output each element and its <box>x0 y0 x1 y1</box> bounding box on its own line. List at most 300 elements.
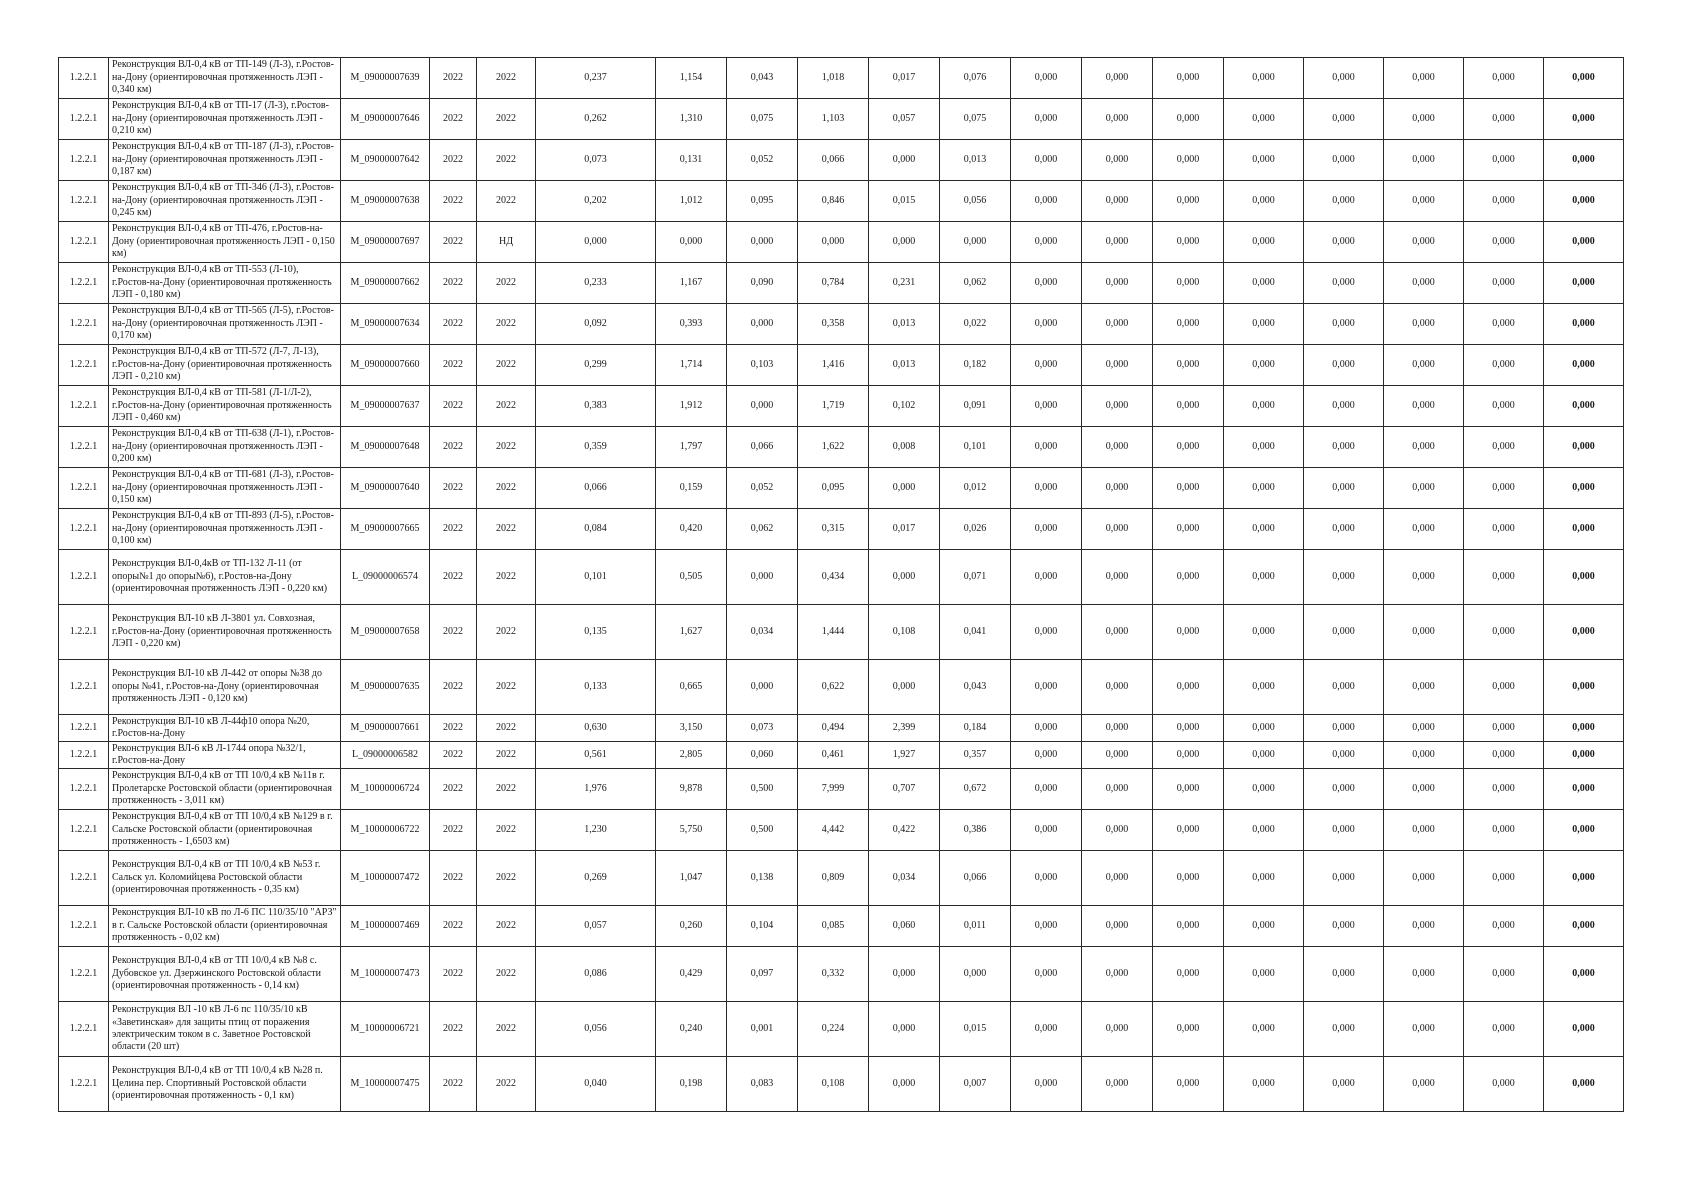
value-cell: 0,000 <box>1011 769 1082 810</box>
value-cell: 0,000 <box>1304 99 1384 140</box>
value-cell: 0,000 <box>1384 386 1464 427</box>
value-cell: 0,000 <box>1304 468 1384 509</box>
value-cell: 0,630 <box>536 715 656 742</box>
value-cell: 0,000 <box>1224 810 1304 851</box>
value-cell: 0,000 <box>1304 263 1384 304</box>
value-cell: 0,133 <box>536 660 656 715</box>
value-cell: 0,000 <box>1304 386 1384 427</box>
value-cell: 0,102 <box>869 386 940 427</box>
value-cell: 0,000 <box>1153 468 1224 509</box>
value-cell: 0,015 <box>940 1002 1011 1057</box>
value-cell: 0,022 <box>940 304 1011 345</box>
project-name-cell: Реконструкция ВЛ-0,4 кВ от ТП-681 (Л-3), г.Ростов-на-Дону (ориентировочная протяженность ЛЭП - 0,150 км) <box>109 468 341 509</box>
value-cell: 0,000 <box>1464 550 1544 605</box>
value-cell: 0,000 <box>1082 304 1153 345</box>
value-cell: 0,000 <box>1011 906 1082 947</box>
value-cell: 0,000 <box>1464 468 1544 509</box>
start-year-cell: 2022 <box>430 1057 477 1112</box>
project-name-cell: Реконструкция ВЛ-10 кВ Л-3801 ул. Совхозная, г.Ростов-на-Дону (ориентировочная протяженность ЛЭП - 0,220 км) <box>109 605 341 660</box>
value-cell: 0,000 <box>1384 427 1464 468</box>
value-cell: 1,927 <box>869 742 940 769</box>
value-cell: 0,000 <box>1224 660 1304 715</box>
value-cell: 0,000 <box>1224 1057 1304 1112</box>
row-number-cell: 1.2.2.1 <box>59 181 109 222</box>
start-year-cell: 2022 <box>430 810 477 851</box>
value-cell: 0,000 <box>1153 906 1224 947</box>
end-year-cell: НД <box>477 222 536 263</box>
value-cell: 0,000 <box>1082 906 1153 947</box>
end-year-cell: 2022 <box>477 99 536 140</box>
value-cell: 0,043 <box>727 58 798 99</box>
value-cell: 0,000 <box>1544 263 1624 304</box>
value-cell: 0,000 <box>1224 605 1304 660</box>
project-id-cell: M_10000007469 <box>341 906 430 947</box>
value-cell: 0,057 <box>869 99 940 140</box>
value-cell: 0,000 <box>1224 906 1304 947</box>
project-name-cell: Реконструкция ВЛ-0,4 кВ от ТП 10/0,4 кВ №28 п. Целина пер. Спортивный Ростовской области (ориентировочная протяженность - 0,1 км) <box>109 1057 341 1112</box>
value-cell: 0,000 <box>1011 947 1082 1002</box>
project-id-cell: M_09000007661 <box>341 715 430 742</box>
project-id-cell: M_09000007642 <box>341 140 430 181</box>
value-cell: 0,224 <box>798 1002 869 1057</box>
value-cell: 0,083 <box>727 1057 798 1112</box>
row-number-cell: 1.2.2.1 <box>59 304 109 345</box>
value-cell: 0,000 <box>1384 345 1464 386</box>
value-cell: 0,000 <box>1384 742 1464 769</box>
value-cell: 0,420 <box>656 509 727 550</box>
value-cell: 0,013 <box>940 140 1011 181</box>
row-number-cell: 1.2.2.1 <box>59 851 109 906</box>
row-number-cell: 1.2.2.1 <box>59 509 109 550</box>
value-cell: 0,000 <box>1153 99 1224 140</box>
value-cell: 7,999 <box>798 769 869 810</box>
value-cell: 0,000 <box>1304 1002 1384 1057</box>
start-year-cell: 2022 <box>430 947 477 1002</box>
value-cell: 0,000 <box>1224 304 1304 345</box>
value-cell: 0,000 <box>1464 1002 1544 1057</box>
start-year-cell: 2022 <box>430 605 477 660</box>
value-cell: 0,000 <box>1464 140 1544 181</box>
value-cell: 0,198 <box>656 1057 727 1112</box>
value-cell: 0,000 <box>1304 550 1384 605</box>
value-cell: 0,809 <box>798 851 869 906</box>
value-cell: 0,000 <box>1464 345 1544 386</box>
row-number-cell: 1.2.2.1 <box>59 660 109 715</box>
value-cell: 0,000 <box>1544 906 1624 947</box>
end-year-cell: 2022 <box>477 1002 536 1057</box>
row-number-cell: 1.2.2.1 <box>59 58 109 99</box>
end-year-cell: 2022 <box>477 947 536 1002</box>
value-cell: 0,076 <box>940 58 1011 99</box>
value-cell: 0,000 <box>1153 947 1224 1002</box>
start-year-cell: 2022 <box>430 509 477 550</box>
value-cell: 0,000 <box>1544 851 1624 906</box>
start-year-cell: 2022 <box>430 851 477 906</box>
value-cell: 1,012 <box>656 181 727 222</box>
value-cell: 0,000 <box>869 1002 940 1057</box>
project-id-cell: M_09000007648 <box>341 427 430 468</box>
project-name-cell: Реконструкция ВЛ-0,4 кВ от ТП-17 (Л-3), г.Ростов-на-Дону (ориентировочная протяженность ЛЭП - 0,210 км) <box>109 99 341 140</box>
value-cell: 0,060 <box>727 742 798 769</box>
value-cell: 0,000 <box>1082 851 1153 906</box>
table-row <box>59 810 1698 851</box>
end-year-cell: 2022 <box>477 851 536 906</box>
value-cell: 0,000 <box>1544 769 1624 810</box>
value-cell: 0,075 <box>940 99 1011 140</box>
value-cell: 2,399 <box>869 715 940 742</box>
project-name-cell: Реконструкция ВЛ-10 кВ Л-442 от опоры №38 до опоры №41, г.Ростов-на-Дону (ориентировочная протяженность ЛЭП - 0,120 км) <box>109 660 341 715</box>
table-row <box>59 605 1698 660</box>
project-id-cell: M_10000006721 <box>341 1002 430 1057</box>
value-cell: 0,101 <box>940 427 1011 468</box>
project-name-cell: Реконструкция ВЛ-0,4 кВ от ТП-476, г.Ростов-на-Дону (ориентировочная протяженность ЛЭП - 0,150 км) <box>109 222 341 263</box>
value-cell: 0,000 <box>1464 99 1544 140</box>
value-cell: 0,359 <box>536 427 656 468</box>
row-number-cell: 1.2.2.1 <box>59 1002 109 1057</box>
end-year-cell: 2022 <box>477 181 536 222</box>
value-cell: 0,000 <box>869 140 940 181</box>
project-id-cell: M_09000007658 <box>341 605 430 660</box>
value-cell: 1,416 <box>798 345 869 386</box>
value-cell: 0,000 <box>1224 851 1304 906</box>
value-cell: 0,393 <box>656 304 727 345</box>
value-cell: 0,052 <box>727 140 798 181</box>
value-cell: 0,000 <box>1224 99 1304 140</box>
value-cell: 0,707 <box>869 769 940 810</box>
project-name-cell: Реконструкция ВЛ-0,4 кВ от ТП-149 (Л-3), г.Ростов-на-Дону (ориентировочная протяженность ЛЭП - 0,340 км) <box>109 58 341 99</box>
value-cell: 0,073 <box>536 140 656 181</box>
table-row <box>59 769 1698 810</box>
value-cell: 0,000 <box>1544 58 1624 99</box>
value-cell: 0,000 <box>1464 742 1544 769</box>
start-year-cell: 2022 <box>430 1002 477 1057</box>
row-number-cell: 1.2.2.1 <box>59 468 109 509</box>
value-cell: 0,000 <box>1384 509 1464 550</box>
value-cell: 0,000 <box>1384 715 1464 742</box>
row-number-cell: 1.2.2.1 <box>59 222 109 263</box>
value-cell: 0,000 <box>1464 810 1544 851</box>
value-cell: 0,622 <box>798 660 869 715</box>
value-cell: 0,000 <box>1464 222 1544 263</box>
value-cell: 0,000 <box>1082 550 1153 605</box>
end-year-cell: 2022 <box>477 427 536 468</box>
value-cell: 0,000 <box>1544 715 1624 742</box>
value-cell: 0,000 <box>1304 906 1384 947</box>
value-cell: 0,056 <box>536 1002 656 1057</box>
value-cell: 0,000 <box>1153 263 1224 304</box>
value-cell: 0,000 <box>1464 769 1544 810</box>
project-id-cell: M_09000007646 <box>341 99 430 140</box>
document-sheet <box>58 57 1698 1112</box>
project-id-cell: M_09000007634 <box>341 304 430 345</box>
value-cell: 1,976 <box>536 769 656 810</box>
value-cell: 1,018 <box>798 58 869 99</box>
value-cell: 0,000 <box>1153 427 1224 468</box>
value-cell: 0,000 <box>727 304 798 345</box>
value-cell: 0,000 <box>1384 58 1464 99</box>
value-cell: 0,000 <box>1224 742 1304 769</box>
value-cell: 1,912 <box>656 386 727 427</box>
value-cell: 0,000 <box>1153 140 1224 181</box>
project-id-cell: M_09000007662 <box>341 263 430 304</box>
value-cell: 0,066 <box>798 140 869 181</box>
value-cell: 0,000 <box>1011 386 1082 427</box>
table-row <box>59 263 1698 304</box>
value-cell: 0,000 <box>1224 550 1304 605</box>
value-cell: 0,135 <box>536 605 656 660</box>
row-number-cell: 1.2.2.1 <box>59 605 109 660</box>
value-cell: 0,000 <box>1304 810 1384 851</box>
table-row <box>59 742 1698 769</box>
value-cell: 0,159 <box>656 468 727 509</box>
value-cell: 0,104 <box>727 906 798 947</box>
value-cell: 0,011 <box>940 906 1011 947</box>
value-cell: 0,108 <box>869 605 940 660</box>
project-name-cell: Реконструкция ВЛ-0,4 кВ от ТП-346 (Л-3), г.Ростов-на-Дону (ориентировочная протяженность ЛЭП - 0,245 км) <box>109 181 341 222</box>
value-cell: 3,150 <box>656 715 727 742</box>
row-number-cell: 1.2.2.1 <box>59 715 109 742</box>
start-year-cell: 2022 <box>430 58 477 99</box>
value-cell: 0,000 <box>869 1057 940 1112</box>
project-name-cell: Реконструкция ВЛ-0,4 кВ от ТП 10/0,4 кВ №11в г. Пролетарске Ростовской области (ориентировочная протяженность - 3,011 км) <box>109 769 341 810</box>
value-cell: 0,000 <box>1082 386 1153 427</box>
project-name-cell: Реконструкция ВЛ-0,4 кВ от ТП-638 (Л-1), г.Ростов-на-Дону (ориентировочная протяженность ЛЭП - 0,200 км) <box>109 427 341 468</box>
value-cell: 0,090 <box>727 263 798 304</box>
table-row <box>59 509 1698 550</box>
project-id-cell: M_09000007635 <box>341 660 430 715</box>
end-year-cell: 2022 <box>477 605 536 660</box>
value-cell: 0,000 <box>1082 99 1153 140</box>
value-cell: 0,000 <box>1304 509 1384 550</box>
start-year-cell: 2022 <box>430 769 477 810</box>
project-id-cell: M_09000007697 <box>341 222 430 263</box>
value-cell: 0,015 <box>869 181 940 222</box>
value-cell: 0,000 <box>1082 715 1153 742</box>
row-number-cell: 1.2.2.1 <box>59 810 109 851</box>
value-cell: 0,000 <box>1304 947 1384 1002</box>
value-cell: 0,000 <box>1384 605 1464 660</box>
value-cell: 0,184 <box>940 715 1011 742</box>
value-cell: 0,026 <box>940 509 1011 550</box>
value-cell: 0,000 <box>1384 906 1464 947</box>
value-cell: 0,000 <box>1153 851 1224 906</box>
value-cell: 0,505 <box>656 550 727 605</box>
project-name-cell: Реконструкция ВЛ-0,4 кВ от ТП 10/0,4 кВ №8 с. Дубовское ул. Дзержинского Ростовской области (ориентировочная протяженность - 0,14 км) <box>109 947 341 1002</box>
value-cell: 0,000 <box>1384 468 1464 509</box>
value-cell: 0,000 <box>869 222 940 263</box>
value-cell: 0,000 <box>1544 222 1624 263</box>
end-year-cell: 2022 <box>477 509 536 550</box>
value-cell: 0,237 <box>536 58 656 99</box>
value-cell: 0,000 <box>1082 468 1153 509</box>
start-year-cell: 2022 <box>430 99 477 140</box>
value-cell: 0,000 <box>1011 263 1082 304</box>
value-cell: 0,000 <box>1304 222 1384 263</box>
value-cell: 0,561 <box>536 742 656 769</box>
value-cell: 0,000 <box>1544 99 1624 140</box>
value-cell: 0,041 <box>940 605 1011 660</box>
value-cell: 0,182 <box>940 345 1011 386</box>
value-cell: 0,000 <box>1153 742 1224 769</box>
value-cell: 0,131 <box>656 140 727 181</box>
start-year-cell: 2022 <box>430 660 477 715</box>
value-cell: 0,000 <box>1464 509 1544 550</box>
value-cell: 0,066 <box>536 468 656 509</box>
value-cell: 0,000 <box>1544 304 1624 345</box>
project-id-cell: M_10000007472 <box>341 851 430 906</box>
start-year-cell: 2022 <box>430 222 477 263</box>
value-cell: 0,000 <box>1153 222 1224 263</box>
row-number-cell: 1.2.2.1 <box>59 263 109 304</box>
value-cell: 0,000 <box>940 947 1011 1002</box>
project-name-cell: Реконструкция ВЛ-10 кВ Л-44ф10 опора №20, г.Ростов-на-Дону <box>109 715 341 742</box>
value-cell: 0,000 <box>1544 386 1624 427</box>
end-year-cell: 2022 <box>477 660 536 715</box>
value-cell: 0,000 <box>1153 1057 1224 1112</box>
value-cell: 0,008 <box>869 427 940 468</box>
value-cell: 0,357 <box>940 742 1011 769</box>
value-cell: 0,084 <box>536 509 656 550</box>
value-cell: 1,797 <box>656 427 727 468</box>
end-year-cell: 2022 <box>477 386 536 427</box>
table-row <box>59 1057 1698 1112</box>
row-number-cell: 1.2.2.1 <box>59 742 109 769</box>
value-cell: 0,013 <box>869 304 940 345</box>
value-cell: 2,805 <box>656 742 727 769</box>
value-cell: 0,784 <box>798 263 869 304</box>
value-cell: 0,000 <box>1464 947 1544 1002</box>
value-cell: 0,000 <box>1011 742 1082 769</box>
table-row <box>59 58 1698 99</box>
value-cell: 0,000 <box>940 222 1011 263</box>
value-cell: 0,260 <box>656 906 727 947</box>
value-cell: 0,000 <box>1082 1002 1153 1057</box>
value-cell: 0,000 <box>1304 1057 1384 1112</box>
value-cell: 0,043 <box>940 660 1011 715</box>
value-cell: 0,386 <box>940 810 1011 851</box>
value-cell: 0,000 <box>1082 263 1153 304</box>
value-cell: 0,000 <box>1384 140 1464 181</box>
end-year-cell: 2022 <box>477 468 536 509</box>
value-cell: 0,000 <box>1544 1057 1624 1112</box>
value-cell: 0,262 <box>536 99 656 140</box>
value-cell: 0,500 <box>727 769 798 810</box>
value-cell: 0,012 <box>940 468 1011 509</box>
value-cell: 0,000 <box>869 660 940 715</box>
value-cell: 0,007 <box>940 1057 1011 1112</box>
table-row <box>59 222 1698 263</box>
value-cell: 0,138 <box>727 851 798 906</box>
project-name-cell: Реконструкция ВЛ-0,4 кВ от ТП-187 (Л-3), г.Ростов-на-Дону (ориентировочная протяженность ЛЭП - 0,187 км) <box>109 140 341 181</box>
value-cell: 0,000 <box>1224 58 1304 99</box>
row-number-cell: 1.2.2.1 <box>59 386 109 427</box>
table-row <box>59 660 1698 715</box>
value-cell: 0,052 <box>727 468 798 509</box>
row-number-cell: 1.2.2.1 <box>59 427 109 468</box>
value-cell: 0,429 <box>656 947 727 1002</box>
value-cell: 0,000 <box>727 222 798 263</box>
value-cell: 0,000 <box>1384 304 1464 345</box>
value-cell: 5,750 <box>656 810 727 851</box>
value-cell: 0,000 <box>1224 1002 1304 1057</box>
value-cell: 0,000 <box>1464 181 1544 222</box>
table-row <box>59 906 1698 947</box>
value-cell: 0,000 <box>1153 58 1224 99</box>
value-cell: 0,000 <box>1011 605 1082 660</box>
value-cell: 0,000 <box>1384 947 1464 1002</box>
row-number-cell: 1.2.2.1 <box>59 345 109 386</box>
value-cell: 1,154 <box>656 58 727 99</box>
value-cell: 0,000 <box>1082 345 1153 386</box>
value-cell: 0,000 <box>1224 140 1304 181</box>
project-name-cell: Реконструкция ВЛ-6 кВ Л-1744 опора №32/1, г.Ростов-на-Дону <box>109 742 341 769</box>
value-cell: 1,719 <box>798 386 869 427</box>
value-cell: 0,000 <box>1082 58 1153 99</box>
value-cell: 0,000 <box>1082 742 1153 769</box>
value-cell: 0,000 <box>1082 427 1153 468</box>
value-cell: 0,097 <box>727 947 798 1002</box>
value-cell: 0,000 <box>1384 810 1464 851</box>
value-cell: 0,000 <box>1011 509 1082 550</box>
value-cell: 0,101 <box>536 550 656 605</box>
value-cell: 0,383 <box>536 386 656 427</box>
value-cell: 0,103 <box>727 345 798 386</box>
project-name-cell: Реконструкция ВЛ-0,4кВ от ТП-132 Л-11 (от опоры№1 до опоры№6), г.Ростов-на-Дону (ориентировочная протяженность ЛЭП - 0,220 км) <box>109 550 341 605</box>
value-cell: 0,000 <box>727 550 798 605</box>
start-year-cell: 2022 <box>430 715 477 742</box>
project-id-cell: M_09000007637 <box>341 386 430 427</box>
value-cell: 0,000 <box>1082 509 1153 550</box>
value-cell: 0,040 <box>536 1057 656 1112</box>
value-cell: 0,461 <box>798 742 869 769</box>
project-id-cell: M_09000007639 <box>341 58 430 99</box>
project-id-cell: L_09000006574 <box>341 550 430 605</box>
value-cell: 0,000 <box>869 550 940 605</box>
project-name-cell: Реконструкция ВЛ-10 кВ по Л-6 ПС 110/35/10 "АРЗ" в г. Сальске Ростовской области (ориентировочная протяженность - 0,02 км) <box>109 906 341 947</box>
value-cell: 0,000 <box>1224 345 1304 386</box>
value-cell: 0,000 <box>1304 660 1384 715</box>
value-cell: 0,017 <box>869 58 940 99</box>
table-row <box>59 550 1698 605</box>
row-number-cell: 1.2.2.1 <box>59 550 109 605</box>
value-cell: 0,000 <box>1153 345 1224 386</box>
value-cell: 0,000 <box>1011 222 1082 263</box>
start-year-cell: 2022 <box>430 181 477 222</box>
value-cell: 0,000 <box>1011 304 1082 345</box>
row-number-cell: 1.2.2.1 <box>59 1057 109 1112</box>
value-cell: 0,060 <box>869 906 940 947</box>
value-cell: 0,000 <box>1304 742 1384 769</box>
value-cell: 0,000 <box>1082 947 1153 1002</box>
value-cell: 4,442 <box>798 810 869 851</box>
table-row <box>59 99 1698 140</box>
project-name-cell: Реконструкция ВЛ-0,4 кВ от ТП 10/0,4 кВ №129 в г. Сальске Ростовской области (ориентировочная протяженность - 1,6503 км) <box>109 810 341 851</box>
value-cell: 1,230 <box>536 810 656 851</box>
value-cell: 0,000 <box>1544 509 1624 550</box>
value-cell: 0,000 <box>1304 715 1384 742</box>
value-cell: 1,622 <box>798 427 869 468</box>
value-cell: 0,000 <box>1544 345 1624 386</box>
value-cell: 0,269 <box>536 851 656 906</box>
value-cell: 0,000 <box>1464 427 1544 468</box>
value-cell: 0,000 <box>1153 715 1224 742</box>
project-name-cell: Реконструкция ВЛ-0,4 кВ от ТП-893 (Л-5), г.Ростов-на-Дону (ориентировочная протяженность ЛЭП - 0,100 км) <box>109 509 341 550</box>
end-year-cell: 2022 <box>477 345 536 386</box>
table-row <box>59 345 1698 386</box>
value-cell: 0,000 <box>1384 550 1464 605</box>
project-id-cell: M_09000007660 <box>341 345 430 386</box>
value-cell: 0,066 <box>727 427 798 468</box>
